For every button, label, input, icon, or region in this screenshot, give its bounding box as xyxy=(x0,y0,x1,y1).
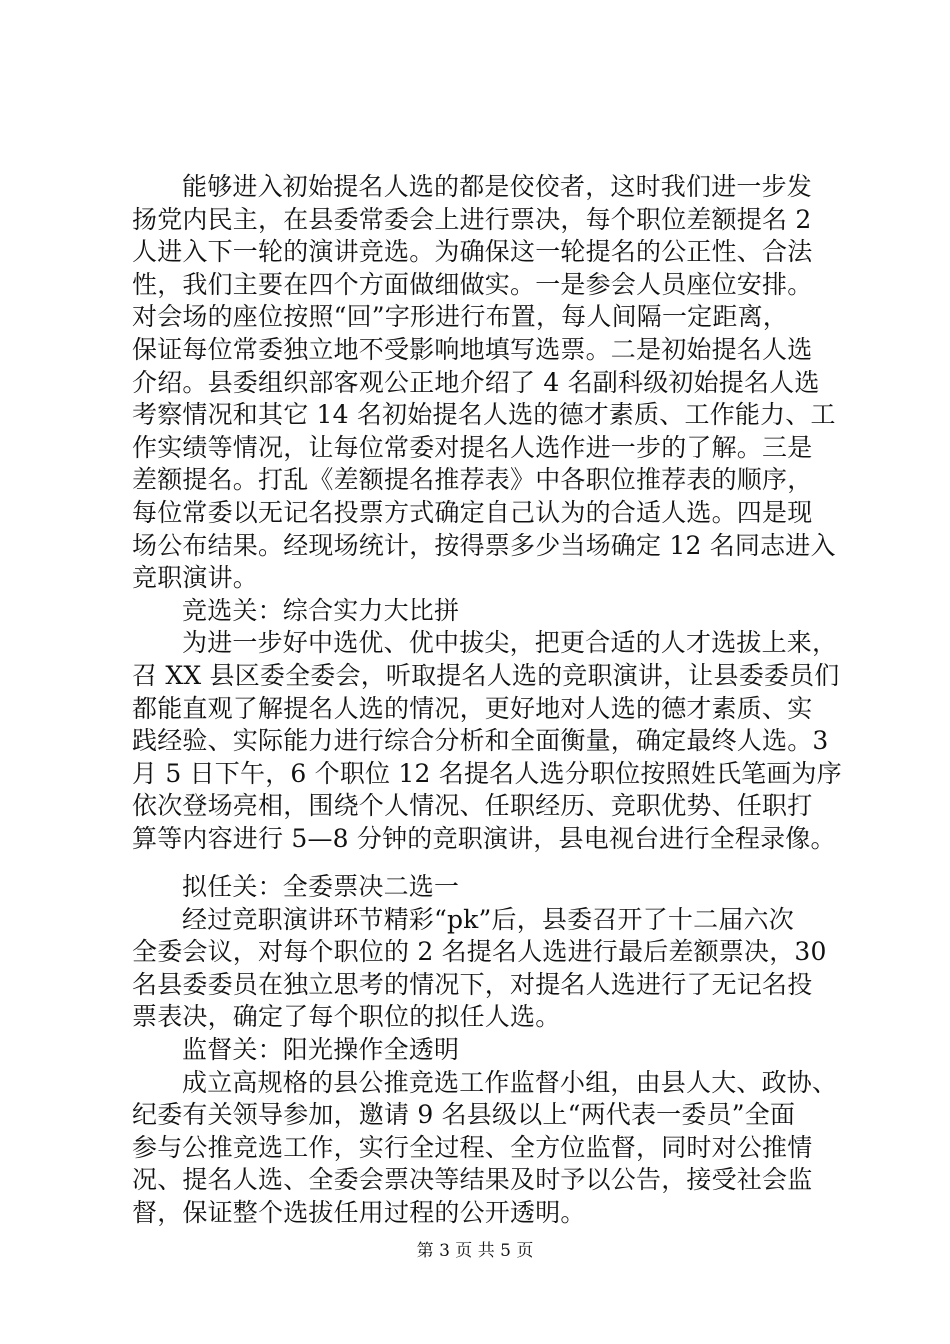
text-line: 介绍。县委组织部客观公正地介绍了 4 名副科级初始提名人选 xyxy=(132,367,820,397)
text-line: 算等内容进行 5—8 分钟的竞职演讲，县电视台进行全程录像。 xyxy=(132,823,836,853)
page-footer xyxy=(0,1241,950,1261)
text-line: 对会场的座位按照“回”字形进行布置，每人间隔一定距离， xyxy=(132,302,788,332)
text-line: 全委会议，对每个职位的 2 名提名人选进行最后差额票决，30 xyxy=(132,937,827,967)
text-line: 差额提名。打乱《差额提名推荐表》中各职位推荐表的顺序， xyxy=(132,465,813,495)
text-line: 况、提名人选、全委会票决等结果及时予以公告，接受社会监 xyxy=(132,1165,813,1195)
section-heading: 竞选关：综合实力大比拼 xyxy=(182,595,460,625)
text-line: 保证每位常委独立地不受影响地填写选票。二是初始提名人选 xyxy=(132,334,813,364)
text-line: 月 5 日下午，6 个职位 12 名提名人选分职位按照姓氏笔画为序 xyxy=(132,758,842,788)
text-line: 性，我们主要在四个方面做细做实。一是参会人员座位安排。 xyxy=(132,269,813,299)
text-line: 召 XX 县区委全委会，听取提名人选的竞职演讲，让县委委员们 xyxy=(132,660,840,690)
text-line: 都能直观了解提名人选的情况，更好地对人选的德才素质、实 xyxy=(132,693,813,723)
text-line: 践经验、实际能力进行综合分析和全面衡量，确定最终人选。3 xyxy=(132,726,829,756)
text-line: 场公布结果。经现场统计，按得票多少当场确定 12 名同志进入 xyxy=(132,530,836,560)
text-line: 能够进入初始提名人选的都是佼佼者，这时我们进一步发 xyxy=(182,172,813,201)
text-line: 为进一步好中选优、优中拔尖，把更合适的人才选拔上来， xyxy=(182,628,838,658)
text-line: 纪委有关领导参加，邀请 9 名县级以上“两代表一委员”全面 xyxy=(132,1100,796,1130)
text-line: 票表决，确定了每个职位的拟任人选。 xyxy=(132,1002,561,1032)
text-line: 人进入下一轮的演讲竞选。为确保这一轮提名的公正性、合法 xyxy=(132,237,813,267)
text-line: 依次登场亮相，围绕个人情况、任职经历、竞职优势、任职打 xyxy=(132,791,813,821)
text-line: 参与公推竞选工作，实行全过程、全方位监督，同时对公推情 xyxy=(132,1132,813,1162)
text-line: 督，保证整个选拔任用过程的公开透明。 xyxy=(132,1197,586,1227)
text-line: 每位常委以无记名投票方式确定自己认为的合适人选。四是现 xyxy=(132,497,813,527)
section-heading: 监督关：阳光操作全透明 xyxy=(182,1034,460,1064)
section-heading: 拟任关：全委票决二选一 xyxy=(182,872,460,901)
text-line: 名县委委员在独立思考的情况下，对提名人选进行了无记名投 xyxy=(132,969,813,999)
section-paragraph-1 xyxy=(132,171,842,855)
page-number: 第 3 页 共 5 页 xyxy=(416,1241,534,1261)
text-line: 竞职演讲。 xyxy=(132,563,259,593)
section-paragraph-3 xyxy=(132,871,838,1230)
text-line: 扬党内民主，在县委常委会上进行票决，每个职位差额提名 2 xyxy=(132,204,812,234)
text-line: 经过竞职演讲环节精彩“pk”后，县委召开了十二届六次 xyxy=(182,904,794,934)
text-line: 作实绩等情况，让每位常委对提名人选作进一步的了解。三是 xyxy=(132,432,813,462)
text-line: 成立高规格的县公推竞选工作监督小组，由县人大、政协、 xyxy=(182,1067,838,1097)
text-line: 考察情况和其它 14 名初始提名人选的德才素质、工作能力、工 xyxy=(132,400,836,430)
